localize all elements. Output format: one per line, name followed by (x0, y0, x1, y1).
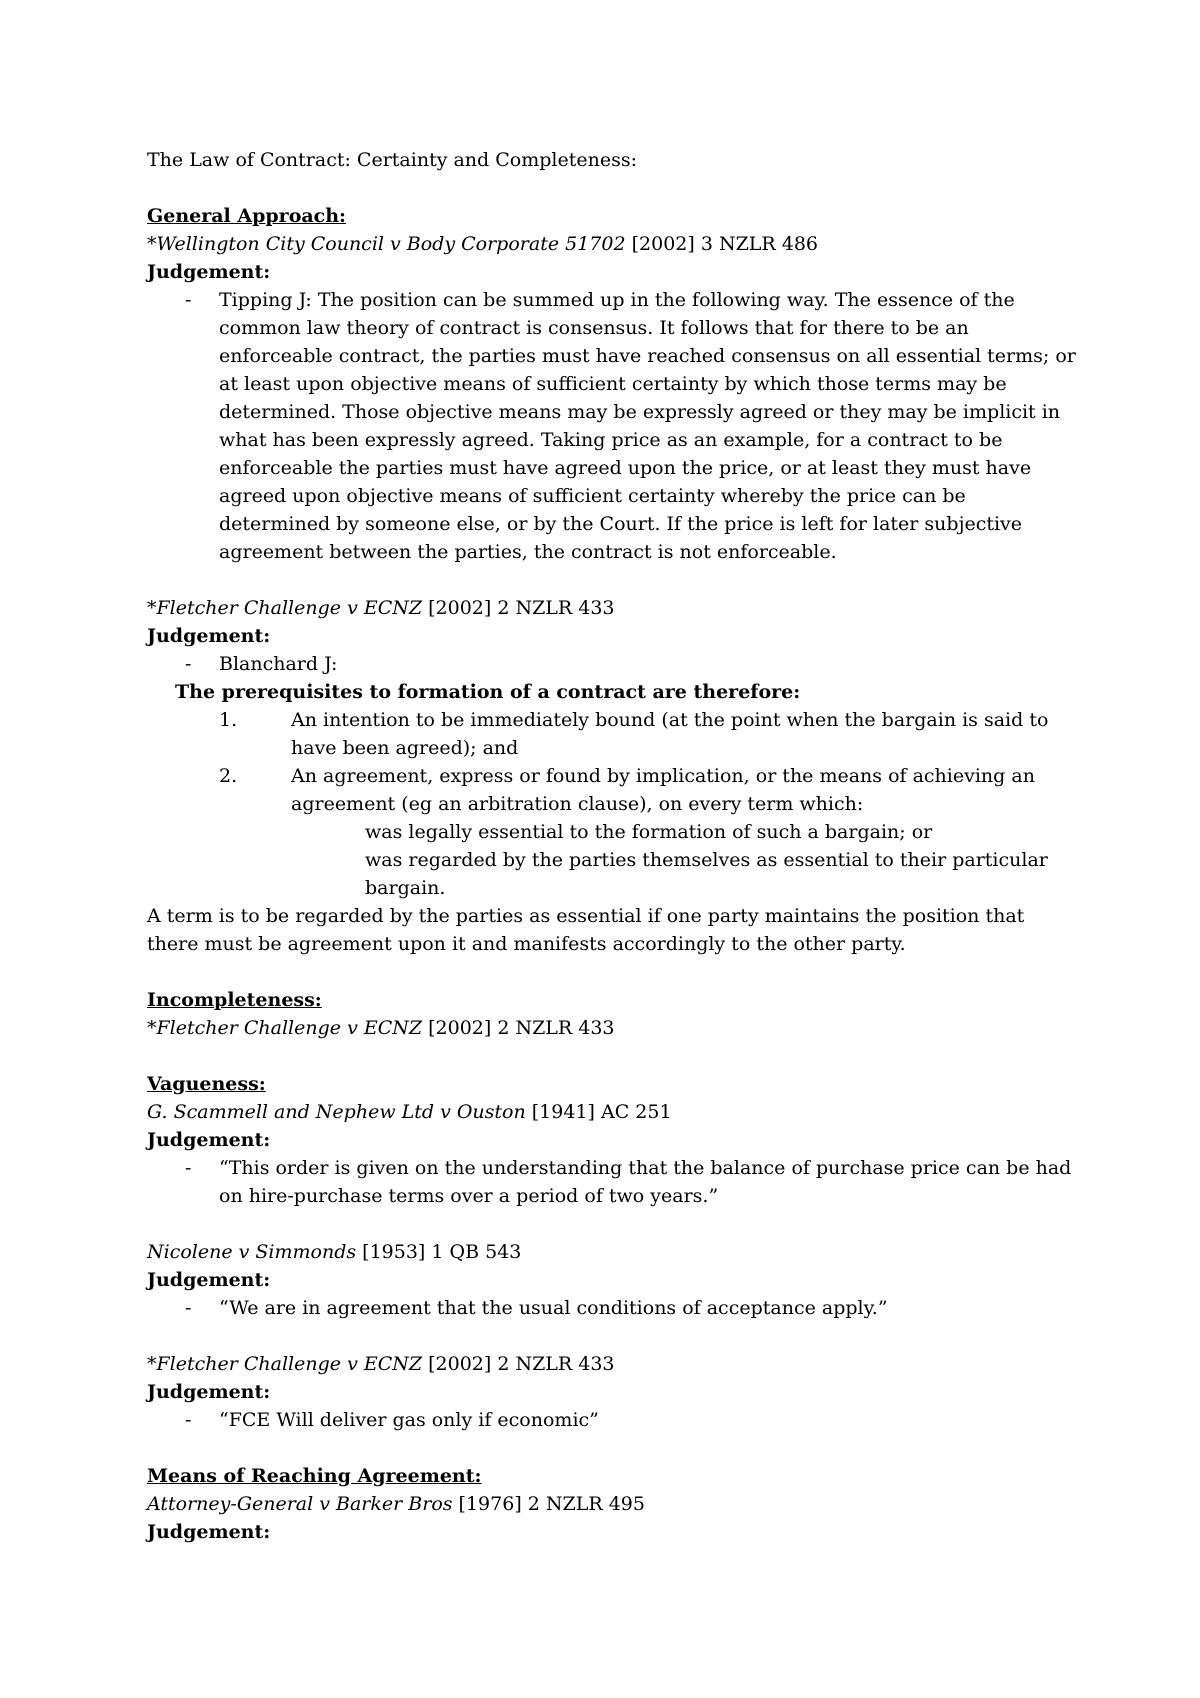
case-name: G. Scammell and Nephew Ltd v Ouston (147, 1101, 526, 1123)
section-heading-means-of-reaching-agreement: Means of Reaching Agreement: (147, 1465, 482, 1487)
case-citation: [1953] 1 QB 543 (356, 1241, 522, 1263)
bullet-text: Tipping J: The position can be summed up in the following way. The essence of the common law theory of contract is consensus. It follows that for there to be an enforceable contract, the parties must have reached consensus on all essential terms; or at least upon objective means of sufficient certainty by which those terms may be determined. Those objective means may be expressly agreed or they may be implicit in what has been expressly agreed. Taking price as an example, for a contract to be enforceable the parties must have agreed upon the price, or at least they must have agreed upon objective means of sufficient certainty whereby the price can be determined by someone else, or by the Court. If the price is left for later subjective agreement between the parties, the contract is not enforceable. (219, 289, 1076, 563)
judgement-label: Judgement: (147, 625, 271, 647)
case-citation: [2002] 2 NZLR 433 (422, 597, 615, 619)
case-name: Attorney-General v Barker Bros (147, 1493, 453, 1515)
bullet-dash: - (185, 653, 192, 675)
sub-item: was regarded by the parties themselves as essential to their particular bargain. (365, 849, 1048, 899)
item-number: 1. (219, 709, 238, 731)
judgement-label: Judgement: (147, 261, 271, 283)
bullet-text: “FCE Will deliver gas only if economic” (219, 1409, 599, 1431)
case-name: *Fletcher Challenge v ECNZ (147, 1353, 423, 1375)
case-reference (147, 1098, 1077, 1126)
case-name: *Fletcher Challenge v ECNZ (147, 1017, 423, 1039)
judgement-label: Judgement: (147, 1521, 271, 1543)
section-heading-vagueness: Vagueness: (147, 1073, 266, 1095)
bullet-dash: - (185, 289, 192, 311)
case-citation: [2002] 3 NZLR 486 (625, 233, 819, 255)
case-reference (147, 1490, 1077, 1518)
case-name: Nicolene v Simmonds (147, 1241, 357, 1263)
bullet-dash: - (185, 1409, 192, 1431)
case-name: *Fletcher Challenge v ECNZ (147, 597, 423, 619)
item-number: 2. (219, 765, 238, 787)
case-citation: [1941] AC 251 (525, 1101, 672, 1123)
bullet-item (147, 1406, 1077, 1434)
sub-item: was legally essential to the formation of such a bargain; or (365, 821, 933, 843)
closing-paragraph: A term is to be regarded by the parties as essential if one party maintains the position that there must be agreement upon it and manifests accordingly to the other party. (147, 905, 1025, 955)
case-citation: [2002] 2 NZLR 433 (422, 1017, 615, 1039)
bullet-item (147, 1154, 1077, 1210)
numbered-item (147, 706, 1077, 762)
bullet-text: Blanchard J: (219, 653, 338, 675)
case-reference (147, 230, 1077, 258)
bullet-item (147, 1294, 1077, 1322)
numbered-item (147, 762, 1077, 818)
case-reference (147, 1350, 1077, 1378)
judgement-label: Judgement: (147, 1269, 271, 1291)
item-text: An intention to be immediately bound (at the point when the bargain is said to have been agreed); and (291, 709, 1049, 759)
bullet-item (147, 650, 1077, 678)
bullet-text: “This order is given on the understanding that the balance of purchase price can be had on hire-purchase terms over a period of two years.” (219, 1157, 1072, 1207)
bullet-dash: - (185, 1157, 192, 1179)
bullet-text: “We are in agreement that the usual conditions of acceptance apply.” (219, 1297, 888, 1319)
section-heading-general-approach: General Approach: (147, 205, 347, 227)
prerequisites-heading: The prerequisites to formation of a contract are therefore: (175, 681, 801, 703)
bullet-dash: - (185, 1297, 192, 1319)
judgement-label: Judgement: (147, 1129, 271, 1151)
document-content (147, 146, 1077, 1546)
case-reference (147, 1014, 1077, 1042)
section-heading-incompleteness: Incompleteness: (147, 989, 322, 1011)
document-title: The Law of Contract: Certainty and Completeness: (147, 149, 637, 171)
case-citation: [1976] 2 NZLR 495 (452, 1493, 645, 1515)
case-citation: [2002] 2 NZLR 433 (422, 1353, 615, 1375)
judgement-label: Judgement: (147, 1381, 271, 1403)
bullet-item (147, 286, 1077, 566)
item-text: An agreement, express or found by implication, or the means of achieving an agreement (eg an arbitration clause), on every term which: (291, 765, 1035, 815)
case-name: *Wellington City Council v Body Corporate 51702 (147, 233, 626, 255)
case-reference (147, 1238, 1077, 1266)
case-reference (147, 594, 1077, 622)
